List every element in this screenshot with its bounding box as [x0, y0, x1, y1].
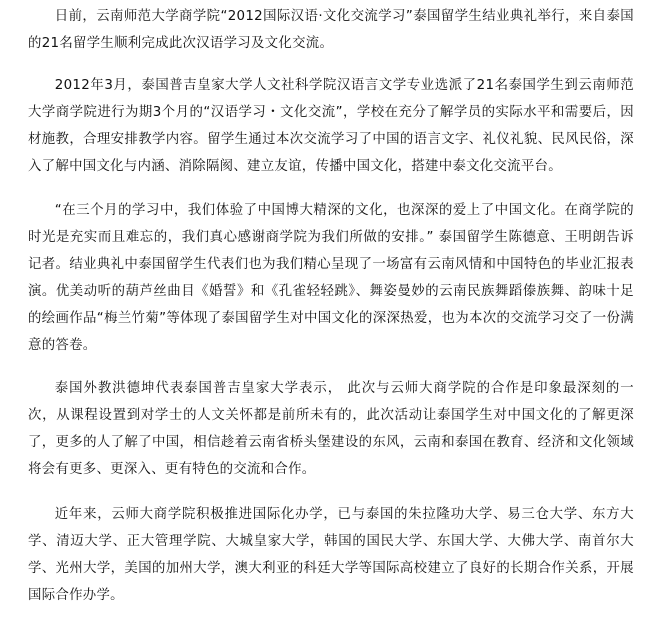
news-article: [28, 3, 634, 624]
article-paragraph-4: 泰国外教洪德坤代表泰国普吉皇家大学表示， 此次与云师大商学院的合作是印象最深刻的一次，从课程设置到对学士的人文关怀都是前所未有的，此次活动让泰国学生对中国文化的了解更深了，更多的人了解了中国，相信趁着云南省桥头堡建设的东风，云南和泰国在教育、经济和文化领域将会有更多、更深入、更有特色的交流和合作。: [28, 381, 634, 477]
article-paragraph-5: 近年来，云师大商学院积极推进国际化办学，已与泰国的朱拉隆功大学、易三仓大学、东方大学、清迈大学、正大管理学院、大城皇家大学，韩国的国民大学、东国大学、大佛大学、南首尔大学、光州大学，美国的加州大学，澳大利亚的科廷大学等国际高校建立了良好的长期合作关系，开展国际合作办学。: [28, 507, 634, 603]
article-paragraph-2: 2012年3月，泰国普吉皇家大学人文社科学院汉语言文学专业选派了21名泰国学生到云南师范大学商学院进行为期3个月的“汉语学习・文化交流”，学校在充分了解学员的实际水平和需要后，因材施教，合理安排教学内容。留学生通过本次交流学习了中国的语言文字、礼仪礼貌、民风民俗，深入了解中国文化与内涵、消除隔阂、建立友谊，传播中国文化，搭建中泰文化交流平台。: [28, 78, 634, 174]
article-paragraph-1: 日前，云南师范大学商学院“2012国际汉语·文化交流学习”泰国留学生结业典礼举行，来自泰国的21名留学生顺利完成此次汉语学习及文化交流。: [28, 9, 634, 51]
article-paragraph-3: “在三个月的学习中，我们体验了中国博大精深的文化，也深深的爱上了中国文化。在商学院的时光是充实而且难忘的，我们真心感谢商学院为我们所做的安排。” 泰国留学生陈德意、王明朗告诉记者。结业典礼中泰国留学生代表们也为我们精心呈现了一场富有云南风情和中国特色的毕业汇报表演。优美动听的葫芦丝曲目《婚誓》和《孔雀轻轻跳》、舞姿曼妙的云南民族舞蹈傣族舞、韵味十足的绘画作品“梅兰竹菊”等体现了泰国留学生对中国文化的深深热爱，也为本次的交流学习交了一份满意的答卷。: [28, 203, 634, 353]
